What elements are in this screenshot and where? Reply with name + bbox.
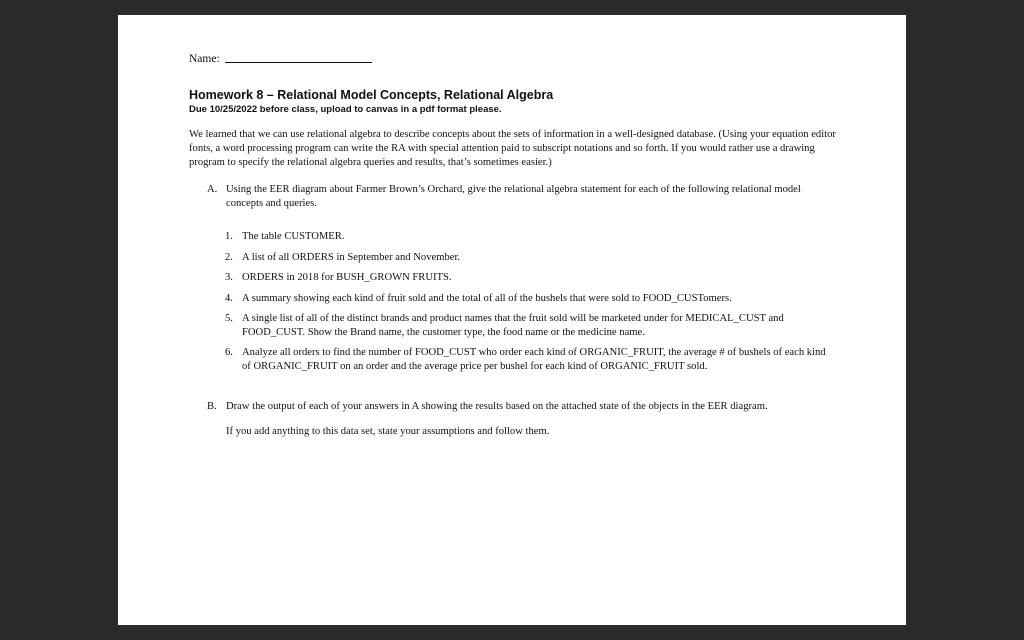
item-text: Analyze all orders to find the number of FOOD_CUST who order each kind of ORGANIC_FRUIT, the average # of bushels of each kind of ORGANIC_FRUIT on an order and the average price per bushel for each kind of ORGANIC_FRUIT sold. bbox=[242, 347, 826, 372]
item-number: 3. bbox=[225, 272, 233, 283]
name-label: Name: bbox=[189, 53, 220, 65]
list-item bbox=[225, 251, 831, 265]
list-item bbox=[225, 230, 831, 244]
item-number: 6. bbox=[225, 347, 233, 358]
due-date: Due 10/25/2022 before class, upload to canvas in a pdf format please. bbox=[189, 104, 502, 115]
item-text: A list of all ORDERS in September and November. bbox=[242, 251, 461, 263]
item-text: ORDERS in 2018 for BUSH_GROWN FRUITS. bbox=[242, 272, 452, 283]
item-number: 2. bbox=[225, 251, 233, 263]
name-blank bbox=[225, 52, 372, 63]
list-item bbox=[225, 312, 831, 339]
section-b-note: If you add anything to this data set, state your assumptions and follow them. bbox=[226, 426, 550, 437]
section-b bbox=[207, 400, 837, 439]
list-item bbox=[225, 346, 831, 373]
name-field-line bbox=[189, 52, 372, 65]
item-text: The table CUSTOMER. bbox=[242, 231, 345, 242]
homework-title: Homework 8 – Relational Model Concepts, Relational Algebra bbox=[189, 88, 554, 102]
item-number: 1. bbox=[225, 231, 233, 242]
item-number: 5. bbox=[225, 313, 233, 324]
section-b-letter: B. bbox=[207, 401, 217, 412]
question-list bbox=[225, 230, 831, 380]
list-item bbox=[225, 292, 831, 306]
section-a-text: Using the EER diagram about Farmer Brown’s Orchard, give the relational algebra statement for each of the following relational model concepts and queries. bbox=[226, 184, 801, 209]
section-b-text: Draw the output of each of your answers in A showing the results based on the attached state of the objects in the EER diagram. bbox=[226, 401, 768, 412]
list-item bbox=[225, 271, 831, 285]
section-a bbox=[207, 183, 837, 211]
item-number: 4. bbox=[225, 292, 233, 304]
section-a-letter: A. bbox=[207, 184, 218, 195]
item-text: A single list of all of the distinct brands and product names that the fruit sold will be marketed under for MEDICAL_CUST and FOOD_CUST. Show the Brand name, the customer type, the food name or the medicine name. bbox=[242, 313, 784, 338]
intro-paragraph: We learned that we can use relational algebra to describe concepts about the sets of information in a well-designed database. (Using your equation editor fonts, a word processing program can write the RA with special attention paid to subscript notations and so forth. If you would rather use a drawing program to specify the relational algebra queries and results, that’s sometimes easier.) bbox=[189, 129, 836, 168]
document-page bbox=[118, 15, 906, 625]
item-text: A summary showing each kind of fruit sold and the total of all of the bushels that were sold to FOOD_CUSTomers. bbox=[242, 292, 732, 304]
